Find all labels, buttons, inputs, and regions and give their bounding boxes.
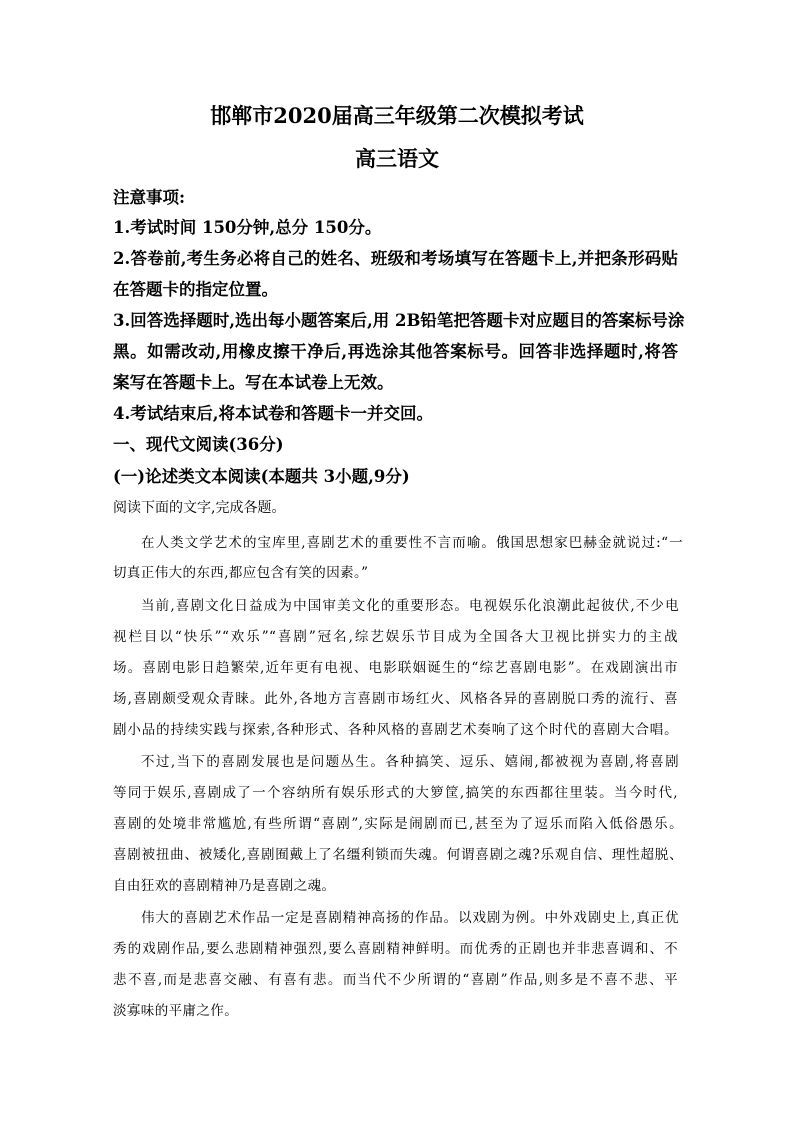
- exam-subject: 高三语文: [355, 146, 439, 171]
- exam-title: 邯郸市2020届高三年级第二次模拟考试: [210, 103, 584, 128]
- notice-line: 1.考试时间 150分钟,总分 150分。: [113, 218, 382, 237]
- passage-line: 切真正伟大的东西,都应包含有笑的因素。”: [113, 565, 369, 581]
- passage-line: 场。喜剧电影日趋繁荣,近年更有电视、电影联姻诞生的“综艺喜剧电影”。在戏剧演出市: [113, 660, 678, 676]
- passage-line: 剧小品的持续实践与探索,各种形式、各种风格的喜剧艺术奏响了这个时代的喜剧大合唱。: [113, 722, 678, 738]
- notice-line: 黑。如需改动,用橡皮擦干净后,再选涂其他答案标号。回答非选择题时,将答: [113, 342, 678, 361]
- notice-line: 3.回答选择题时,选出每小题答案后,用 2B铅笔把答题卡对应题目的答案标号涂: [113, 311, 685, 330]
- passage-line: 淡寡味的平庸之作。: [113, 1003, 239, 1019]
- passage-line: 当前,喜剧文化日益成为中国审美文化的重要形态。电视娱乐化浪潮此起彼伏,不少电: [141, 598, 679, 614]
- passage-line: 视栏目以“快乐”“欢乐”“喜剧”冠名,综艺娱乐节目成为全国各大卫视比拼实力的主战: [113, 629, 678, 645]
- passage-line: 秀的戏剧作品,要么悲剧精神强烈,要么喜剧精神鲜明。而优秀的正剧也并非悲喜调和、不: [113, 941, 678, 957]
- passage-line: 不过,当下的喜剧发展也是问题丛生。各种搞笑、逗乐、嬉闹,都被视为喜剧,将喜剧: [141, 754, 679, 770]
- notice-line: 4.考试结束后,将本试卷和答题卡一并交回。: [113, 404, 433, 423]
- notice-line: 案写在答题卡上。写在本试卷上无效。: [113, 373, 394, 392]
- notice-line: 在答题卡的指定位置。: [113, 280, 278, 299]
- sub-section-heading: (一)论述类文本阅读(本题共 3小题,9分): [113, 467, 410, 486]
- passage-line: 喜剧的处境非常尴尬,有些所谓“喜剧”,实际是闹剧而已,甚至为了逗乐而陷入低俗愚乐。: [113, 816, 683, 832]
- passage-line: 自由狂欢的喜剧精神乃是喜剧之魂。: [113, 878, 336, 894]
- passage-line: 伟大的喜剧艺术作品一定是喜剧精神高扬的作品。以戏剧为例。中外戏剧史上,真正优: [141, 910, 679, 926]
- notice-line: 2.答卷前,考生务必将自己的姓名、班级和考场填写在答题卡上,并把条形码贴: [113, 249, 678, 268]
- passage-line: 场,喜剧颇受观众青睐。此外,各地方言喜剧市场红火、风格各异的喜剧脱口秀的流行、喜: [113, 691, 678, 707]
- section-heading: 一、现代文阅读(36分): [113, 435, 284, 454]
- notice-heading: 注意事项:: [113, 188, 186, 207]
- passage-line: 悲不喜,而是悲喜交融、有喜有悲。而当代不少所谓的“喜剧”作品,则多是不喜不悲、平: [113, 972, 678, 988]
- reading-instruction: 阅读下面的文字,完成各题。: [113, 500, 286, 516]
- passage-line: 喜剧被扭曲、被矮化,喜剧囿戴上了名缰利锁而失魂。何谓喜剧之魂?乐观自信、理性超脱、: [113, 847, 683, 863]
- passage-line: 在人类文学艺术的宝库里,喜剧艺术的重要性不言而喻。俄国思想家巴赫金就说过:“一: [141, 535, 683, 551]
- passage-line: 等同于娱乐,喜剧成了一个容纳所有娱乐形式的大箩筐,搞笑的东西都往里装。当今时代,: [113, 785, 678, 801]
